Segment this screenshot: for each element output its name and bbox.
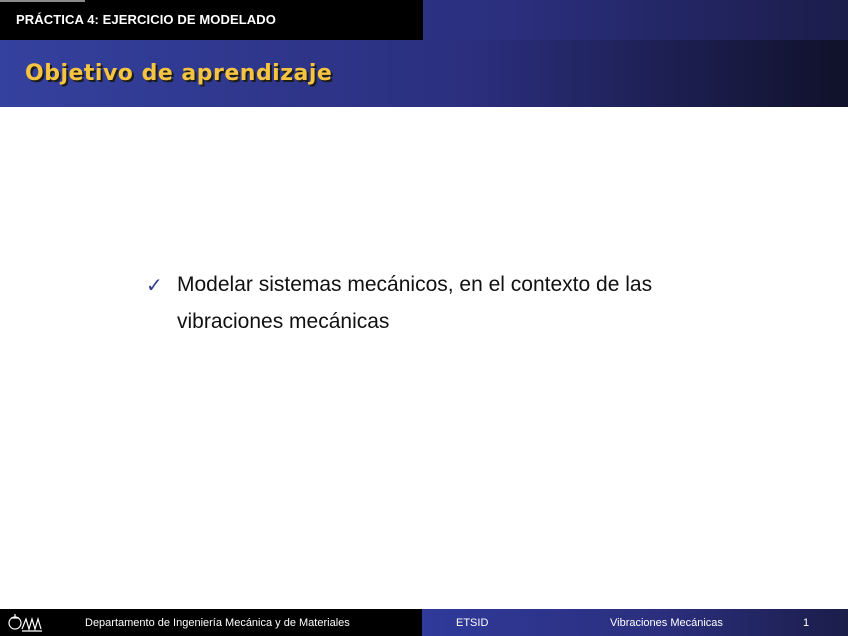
header-divider: [0, 0, 85, 2]
section-title: PRÁCTICA 4: EJERCICIO DE MODELADO: [16, 12, 276, 27]
footer-course: Vibraciones Mecánicas: [610, 617, 723, 629]
footer-school: ETSID: [456, 617, 489, 629]
slide-title: Objetivo de aprendizaje: [25, 61, 333, 86]
department-logo-icon: [6, 611, 46, 633]
check-icon: ✓: [146, 275, 163, 297]
footer-department: Departamento de Ingeniería Mecánica y de Materiales: [85, 617, 350, 629]
bullet-text: Modelar sistemas mecánicos, en el contexto de las vibraciones mecánicas: [177, 273, 653, 333]
page-number: 1: [803, 617, 810, 629]
